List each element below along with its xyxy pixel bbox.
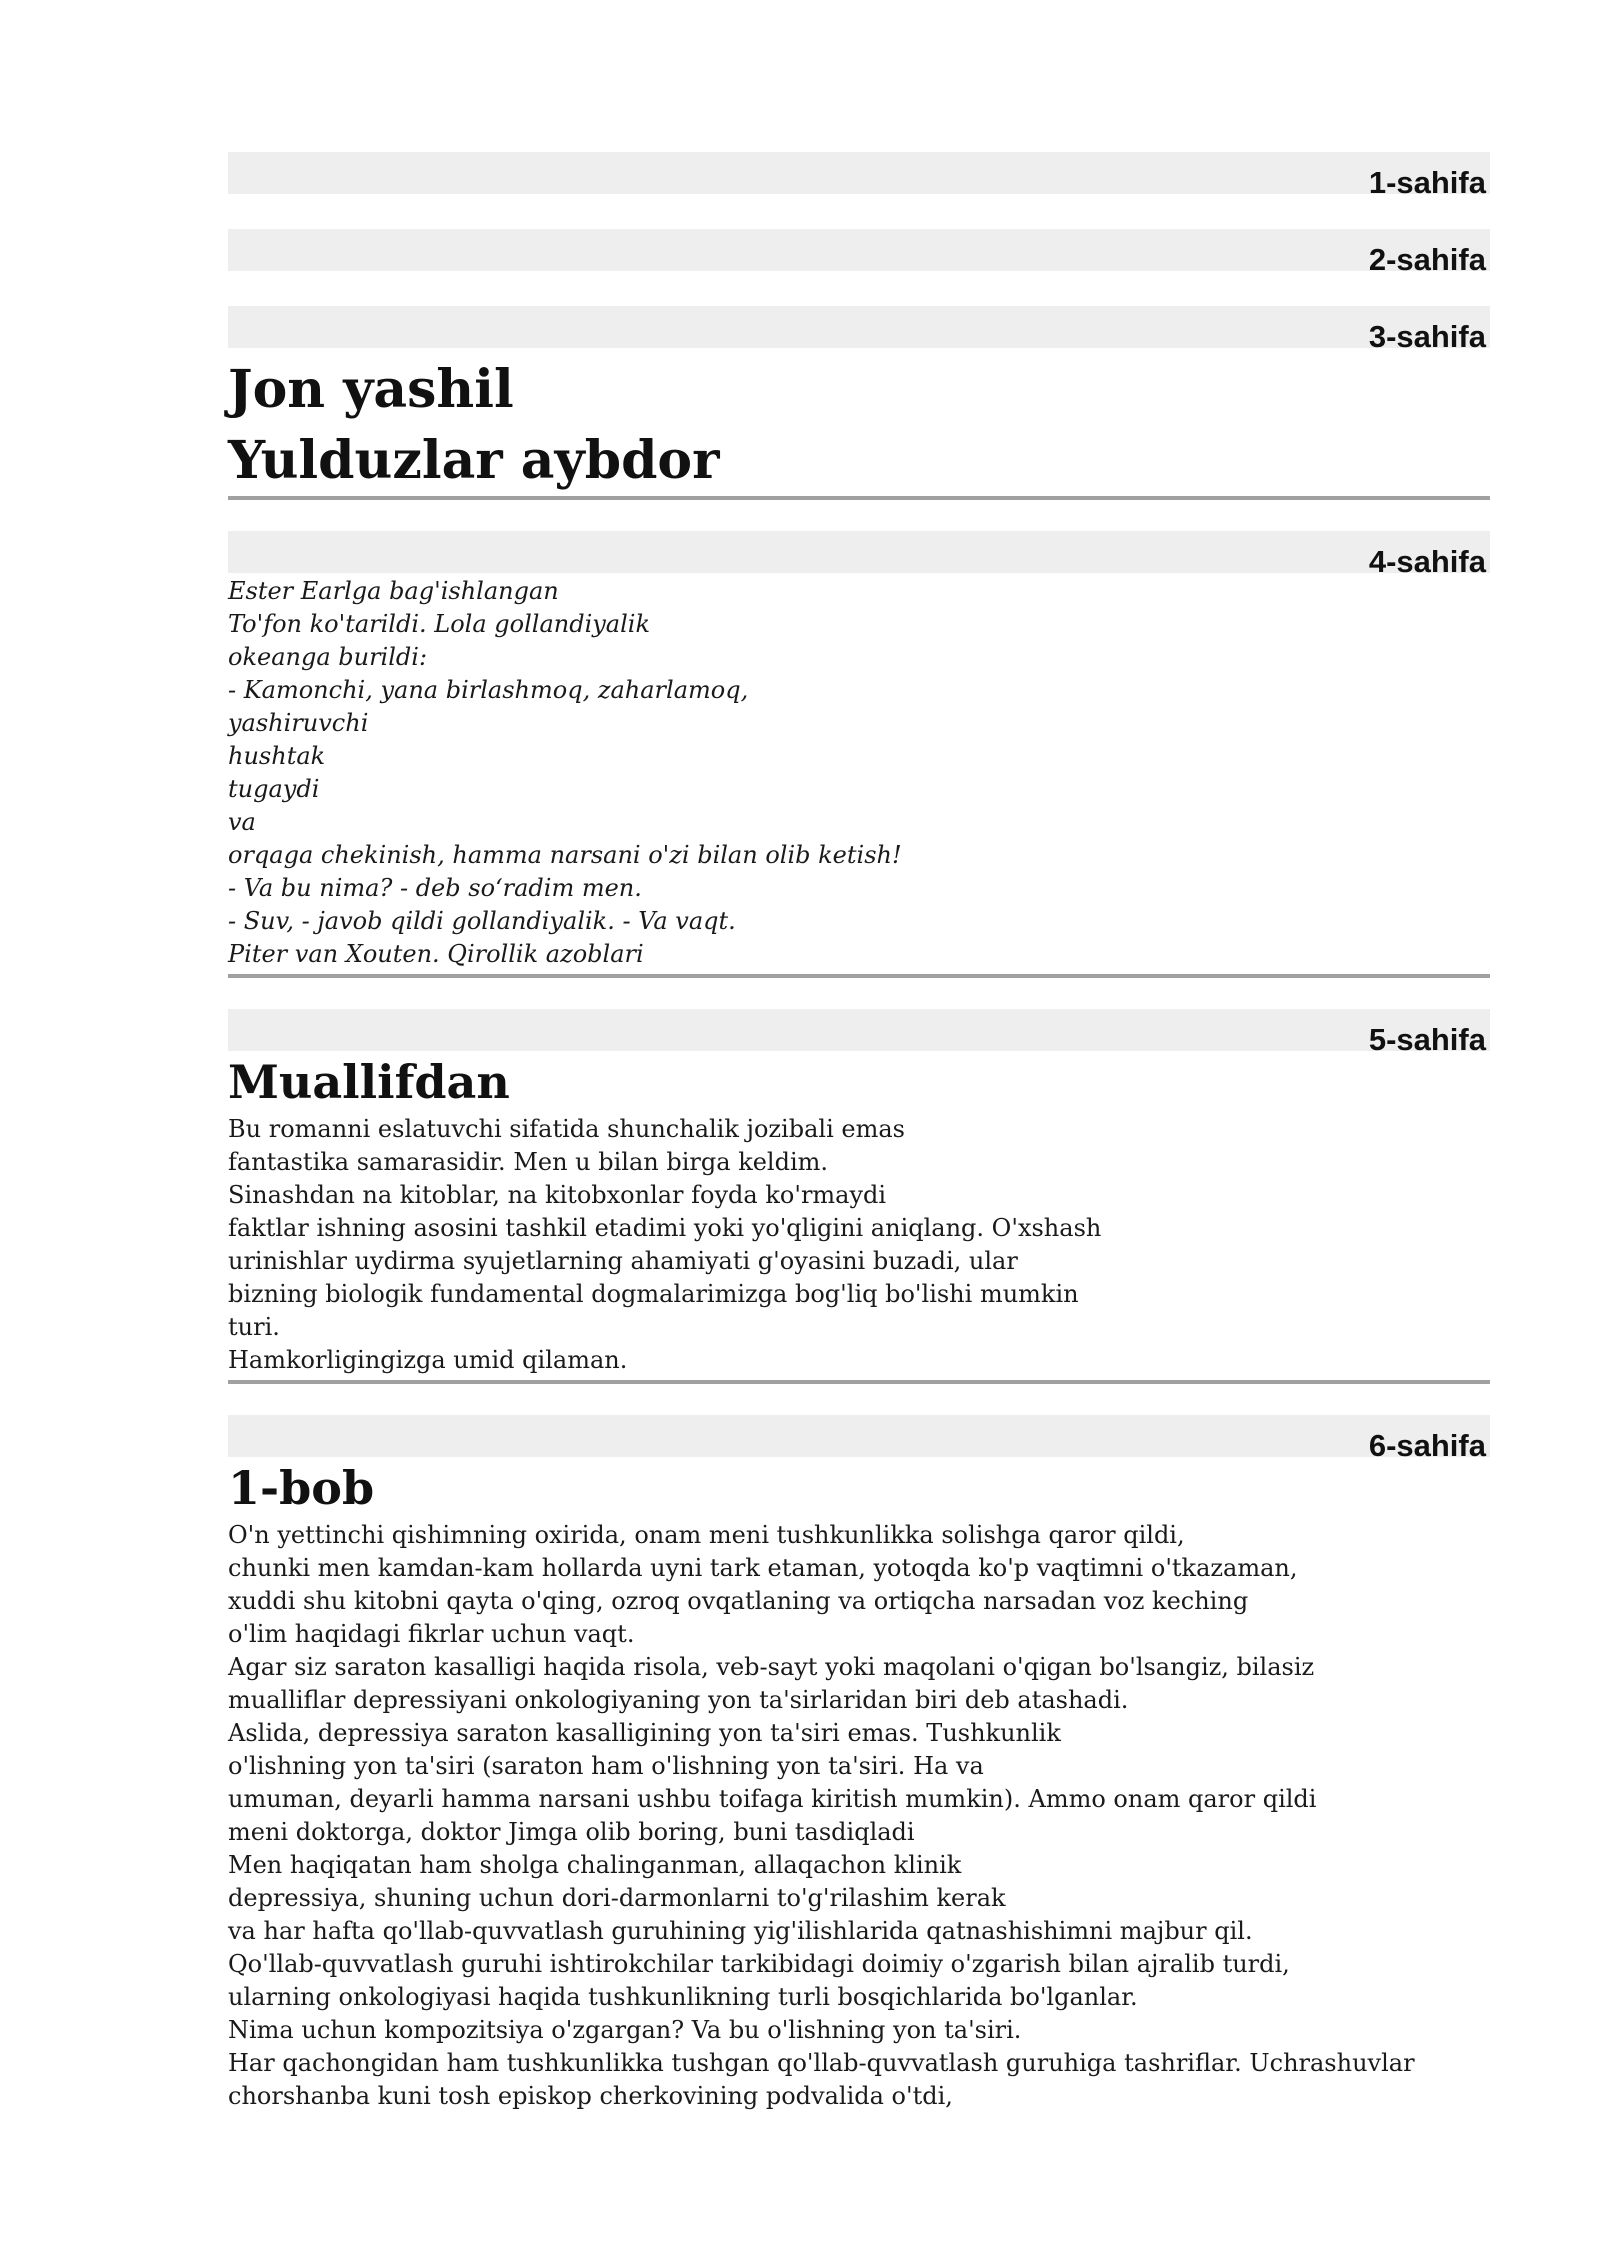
spacer — [228, 271, 1490, 306]
author-note-line: Bu romanni eslatuvchi sifatida shunchalik jozibali emas — [228, 1115, 905, 1143]
author-note-line: bizning biologik fundamental dogmalarimizga bog'liq bo'lishi mumkin — [228, 1280, 1079, 1308]
page-label: 1-sahifa — [1368, 165, 1486, 200]
spacer — [228, 500, 1490, 531]
document — [228, 152, 1490, 2113]
author-note-line: Sinashdan na kitoblar, na kitobxonlar foyda ko'rmaydi — [228, 1181, 887, 1209]
title-block — [228, 348, 1490, 496]
chapter-line: meni doktorga, doktor Jimga olib boring, buni tasdiqladi — [228, 1818, 915, 1846]
chapter-body — [228, 1519, 1490, 2113]
epigraph-line: To'fon ko'tarildi. Lola gollandiyalik — [228, 610, 651, 638]
chapter-line: o'lishning yon ta'siri (saraton ham o'lishning yon ta'siri. Ha va — [228, 1752, 984, 1780]
page-label: 6-sahifa — [1368, 1428, 1486, 1463]
epigraph-line: va — [228, 808, 256, 836]
chapter-line: Qo'llab-quvvatlash guruhi ishtirokchilar tarkibidagi doimiy o'zgarish bilan ajralib turdi, — [228, 1950, 1290, 1978]
book-title: Yulduzlar aybdor — [228, 430, 720, 491]
author-note-line: fantastika samarasidir. Men u bilan birga keldim. — [228, 1148, 829, 1176]
epigraph-line: hushtak — [228, 742, 326, 770]
page-label: 5-sahifa — [1368, 1022, 1486, 1057]
author-note-line: turi. — [228, 1313, 280, 1341]
spacer — [228, 978, 1490, 1009]
page-label: 3-sahifa — [1368, 319, 1486, 354]
page-marker-6 — [228, 1415, 1490, 1463]
epigraph — [228, 573, 1490, 971]
chapter-line: va har hafta qo'llab-quvvatlash guruhining yig'ilishlarida qatnashishimni majbur qil. — [228, 1917, 1253, 1945]
epigraph-line: - Suv, - javob qildi gollandiyalik. - Va vaqt. — [228, 907, 736, 935]
chapter-line: mualliflar depressiyani onkologiyaning yon ta'sirlaridan biri deb atashadi. — [228, 1686, 1129, 1714]
spacer — [228, 194, 1490, 229]
spacer — [228, 1384, 1490, 1415]
epigraph-line: okeanga burildi: — [228, 643, 428, 671]
page-label: 2-sahifa — [1368, 242, 1486, 277]
chapter-line: ularning onkologiyasi haqida tushkunlikning turli bosqichlarida bo'lganlar. — [228, 1983, 1138, 2011]
chapter-line: Men haqiqatan ham sholga chalinganman, allaqachon klinik — [228, 1851, 962, 1879]
page-marker-1 — [228, 152, 1490, 200]
chapter-line: Agar siz saraton kasalligi haqida risola, veb-sayt yoki maqolani o'qigan bo'lsangiz, bilasiz — [228, 1653, 1315, 1681]
epigraph-line: Piter van Xouten. Qirollik azoblari — [228, 940, 644, 968]
chapter-line: o'lim haqidagi fikrlar uchun vaqt. — [228, 1620, 635, 1648]
epigraph-line: tugaydi — [228, 775, 320, 803]
page-marker-5 — [228, 1009, 1490, 1057]
chapter-line: Har qachongidan ham tushkunlikka tushgan qo'llab-quvvatlash guruhiga tashriflar. Uchrashuvlar — [228, 2049, 1415, 2077]
page-marker-3 — [228, 306, 1490, 354]
epigraph-line: - Va bu nima? - deb so‘radim men. — [228, 874, 642, 902]
chapter-line: Aslida, depressiya saraton kasalligining yon ta'siri emas. Tushkunlik — [228, 1719, 1061, 1747]
author-note-line: Hamkorligingizga umid qilaman. — [228, 1346, 628, 1374]
chapter-line: umuman, deyarli hamma narsani ushbu toifaga kiritish mumkin). Ammo onam qaror qildi — [228, 1785, 1317, 1813]
author-note-line: urinishlar uydirma syujetlarning ahamiyati g'oyasini buzadi, ular — [228, 1247, 1018, 1275]
epigraph-line: yashiruvchi — [228, 709, 369, 737]
page-label: 4-sahifa — [1368, 544, 1486, 579]
author-note-heading: Muallifdan — [228, 1055, 510, 1109]
chapter-line: O'n yettinchi qishimning oxirida, onam meni tushkunlikka solishga qaror qildi, — [228, 1521, 1185, 1549]
book-author: Jon yashil — [228, 359, 514, 420]
epigraph-line: orqaga chekinish, hamma narsani o'zi bilan olib ketish! — [228, 841, 902, 869]
chapter-line: chorshanba kuni tosh episkop cherkovining podvalida o'tdi, — [228, 2082, 953, 2110]
epigraph-line: - Kamonchi, yana birlashmoq, zaharlamoq, — [228, 676, 749, 704]
author-note-body — [228, 1113, 1490, 1377]
chapter-line: xuddi shu kitobni qayta o'qing, ozroq ovqatlaning va ortiqcha narsadan voz keching — [228, 1587, 1249, 1615]
chapter-line: depressiya, shuning uchun dori-darmonlarni to'g'rilashim kerak — [228, 1884, 1006, 1912]
page-marker-4 — [228, 531, 1490, 579]
chapter-line: chunki men kamdan-kam hollarda uyni tark etaman, yotoqda ko'p vaqtimni o'tkazaman, — [228, 1554, 1298, 1582]
chapter-heading: 1-bob — [228, 1461, 375, 1515]
author-note-line: faktlar ishning asosini tashkil etadimi yoki yo'qligini aniqlang. O'xshash — [228, 1214, 1102, 1242]
chapter-line: Nima uchun kompozitsiya o'zgargan? Va bu o'lishning yon ta'siri. — [228, 2016, 1022, 2044]
epigraph-line: Ester Earlga bag'ishlangan — [228, 577, 559, 605]
page-marker-2 — [228, 229, 1490, 277]
